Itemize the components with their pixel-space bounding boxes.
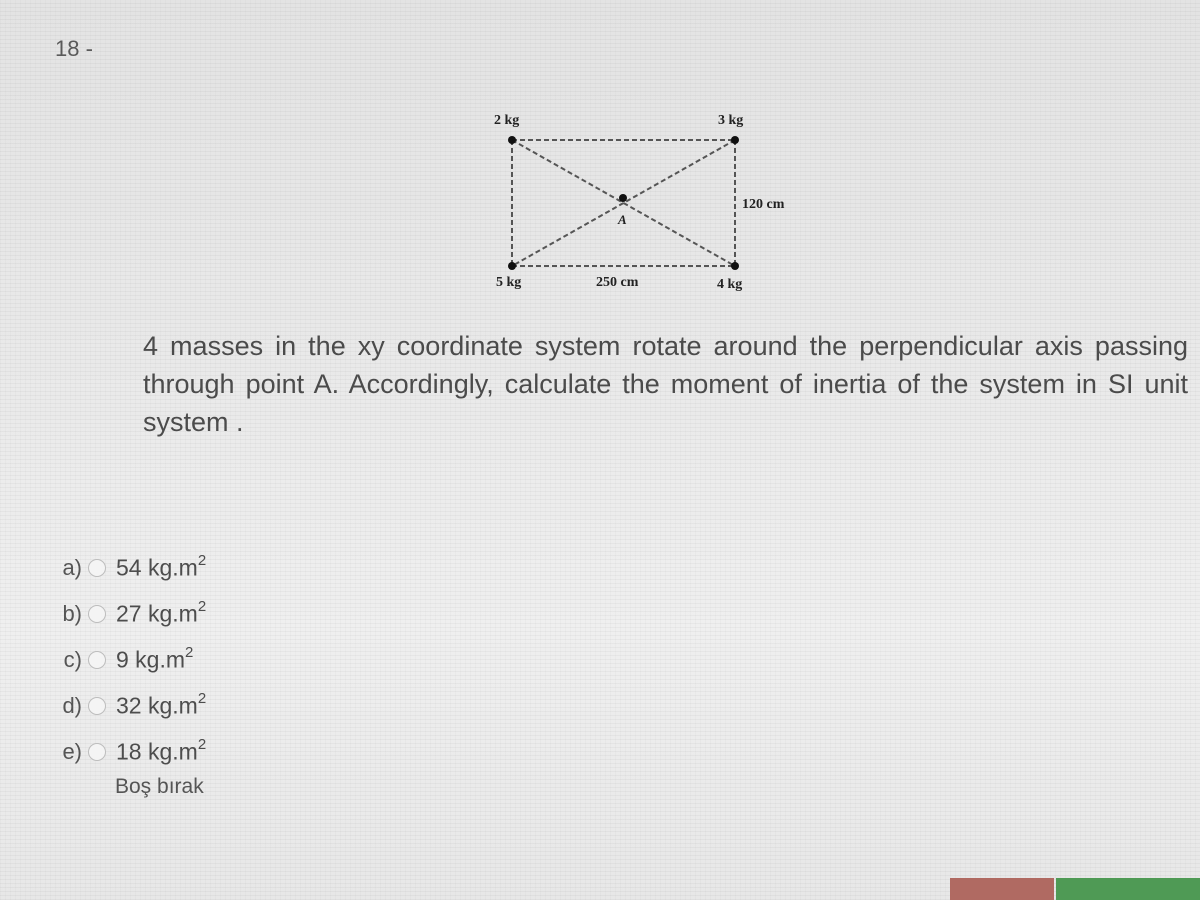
radio-button[interactable] <box>88 651 106 669</box>
option-label: 18 $kg.m^2$ <box>116 736 207 765</box>
top-right-mass-label: 3 kg <box>718 113 744 128</box>
mass-diagram <box>470 90 810 310</box>
height-label: 120 cm <box>742 197 785 212</box>
green-button[interactable] <box>1056 878 1200 900</box>
radio-button[interactable] <box>88 605 106 623</box>
radio-button[interactable] <box>88 697 106 715</box>
point-a <box>619 194 627 202</box>
mass-top-left <box>508 136 516 144</box>
width-label: 250 cm <box>596 275 639 290</box>
mass-diagram-svg <box>470 90 810 310</box>
option-c[interactable] <box>40 637 206 683</box>
option-letter: e) <box>62 739 82 764</box>
option-d[interactable] <box>40 683 206 729</box>
option-letter: d) <box>62 693 82 718</box>
option-label: 9 $kg.m^2$ <box>116 644 194 673</box>
mass-bottom-right <box>731 262 739 270</box>
answer-options <box>40 545 206 775</box>
mass-top-right <box>731 136 739 144</box>
point-a-label: A <box>618 212 627 227</box>
option-label: 54 $kg.m^2$ <box>116 552 207 581</box>
question-number: 18 - <box>55 36 93 61</box>
bottom-left-mass-label: 5 kg <box>496 275 522 290</box>
question-text: 4 masses in the xy coordinate system rotate around the perpendicular axis passing through point A. Accordingly, calculate the moment of inertia of the system in SI unit system . <box>143 331 1188 437</box>
option-e[interactable] <box>40 729 206 775</box>
option-a[interactable] <box>40 545 206 591</box>
option-label: 32 $kg.m^2$ <box>116 690 207 719</box>
skip-link[interactable]: Boş bırak <box>115 775 204 798</box>
option-letter: b) <box>62 601 82 626</box>
red-button[interactable] <box>950 878 1054 900</box>
bottom-right-mass-label: 4 kg <box>717 277 743 292</box>
option-b[interactable] <box>40 591 206 637</box>
radio-button[interactable] <box>88 559 106 577</box>
mass-bottom-left <box>508 262 516 270</box>
option-letter: c) <box>63 647 82 672</box>
option-letter: a) <box>62 555 82 580</box>
option-label: 27 $kg.m^2$ <box>116 598 207 627</box>
radio-button[interactable] <box>88 743 106 761</box>
top-left-mass-label: 2 kg <box>494 113 520 128</box>
